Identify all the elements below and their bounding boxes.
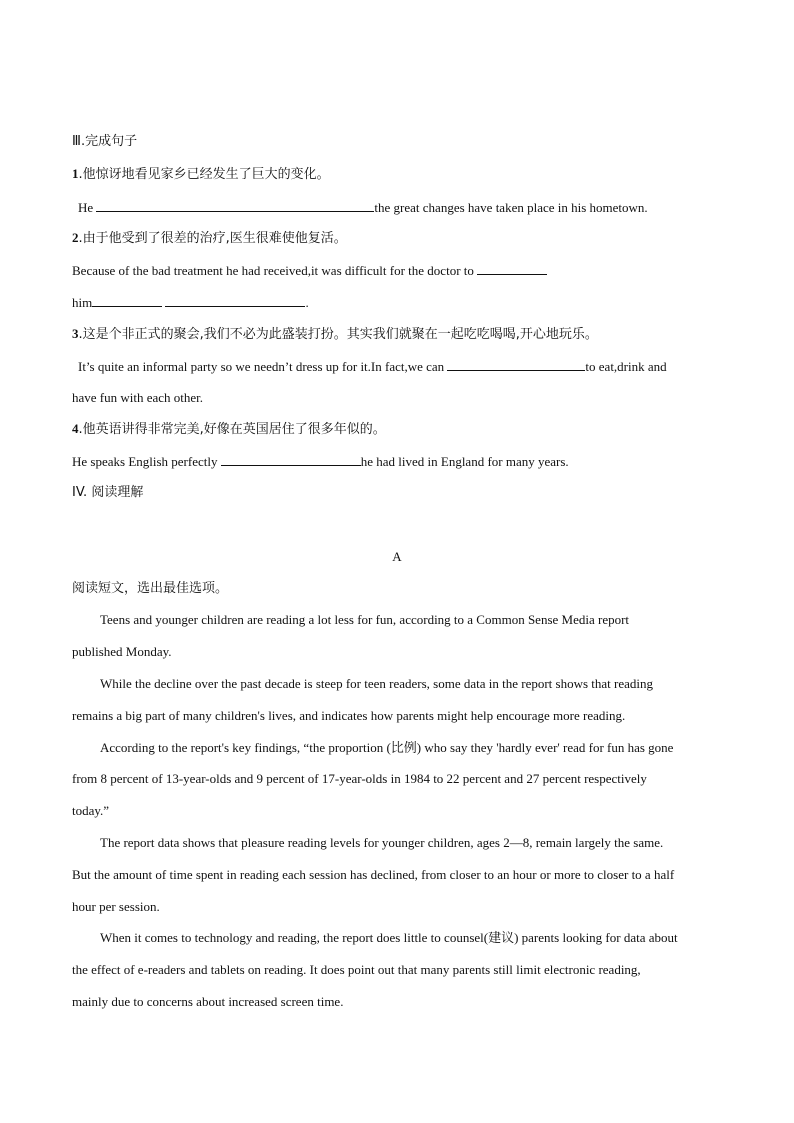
question-4-blank[interactable] [221,452,361,466]
paragraph-2-line-2: remains a big part of many children's lives, and indicates how parents might help encourage more reading. [72,708,626,723]
question-1-chinese [72,165,330,184]
question-4-english [72,452,569,471]
paragraph-4-line-1: The report data shows that pleasure reading levels for younger children, ages 2—8, remain largely the same. [100,835,664,850]
question-1-blank[interactable] [96,198,374,212]
paragraph-5-line-2: the effect of e-readers and tablets on reading. It does point out that many parents still limit electronic reading, [72,962,641,977]
question-2-blank-2[interactable] [92,293,162,307]
paragraph-3-line-1: According to the report's key findings, “the proportion (比例) who say they 'hardly ever' read for fun has gone [100,740,674,755]
question-3-cn-text: .这是个非正式的聚会,我们不必为此盛装打扮。其实我们就聚在一起吃吃喝喝,开心地玩乐。 [78,327,598,342]
section-3-title: Ⅲ.完成句子 [72,134,138,149]
question-4-number: 4 [72,421,79,436]
question-3-english-line2: have fun with each other. [72,390,204,405]
question-4-chinese [72,420,386,439]
question-2-english-line2 [72,293,309,312]
paragraph-3-line-2: from 8 percent of 13-year-olds and 9 percent of 17-year-olds in 1984 to 22 percent and 27 percent respectively [72,771,647,786]
question-3-blank[interactable] [447,357,585,371]
paragraph-4-line-3: hour per session. [72,899,160,914]
question-2-en-line2-pre: him [72,295,93,310]
question-1-en-post: the great changes have taken place in his hometown. [374,200,648,215]
question-3-en-line1-post: to eat,drink and [585,359,667,374]
question-4-en-post: he had lived in England for many years. [360,454,569,469]
question-2-en-line1: Because of the bad treatment he had received,it was difficult for the doctor to [72,263,478,278]
question-4-en-pre: He speaks English perfectly [72,454,221,469]
question-1-english [78,198,648,217]
paragraph-3-line-3: today.” [72,803,110,818]
paragraph-5-line-3: mainly due to concerns about increased screen time. [72,994,344,1009]
question-4-cn-text: .他英语讲得非常完美,好像在英国居住了很多年似的。 [78,422,386,437]
question-2-chinese [72,229,347,248]
question-3-english-line1 [78,357,667,376]
paragraph-1-line-2: published Monday. [72,644,172,659]
question-3-chinese [72,325,598,344]
question-2-number: 2 [72,230,79,245]
question-3-number: 3 [72,326,79,341]
question-2-cn-text: .由于他受到了很差的治疗,医生很难使他复活。 [78,231,347,246]
section-4-title: IV. 阅读理解 [72,485,144,500]
paragraph-5-line-1: When it comes to technology and reading, the report does little to counsel(建议) parents looking for data about [100,930,678,945]
paragraph-2-line-1: While the decline over the past decade is steep for teen readers, some data in the report shows that reading [100,676,654,691]
paragraph-1-line-1: Teens and younger children are reading a lot less for fun, according to a Common Sense Media report [100,612,630,627]
question-2-en-line2-post: . [305,295,309,310]
reading-instruction: 阅读短文，选出最佳选项。 [72,581,229,596]
passage-label: A [392,549,402,564]
question-2-english-line1 [72,261,547,280]
question-1-cn-text: .他惊讶地看见家乡已经发生了巨大的变化。 [78,167,330,182]
question-1-en-pre: He [78,200,97,215]
paragraph-4-line-2: But the amount of time spent in reading each session has declined, from closer to an hour or more to closer to a half [72,867,675,882]
question-2-blank-1[interactable] [477,261,547,275]
question-2-blank-3[interactable] [165,293,305,307]
question-3-en-line1-pre: It’s quite an informal party so we needn’t dress up for it.In fact,we can [78,359,448,374]
question-1-number: 1 [72,166,79,181]
